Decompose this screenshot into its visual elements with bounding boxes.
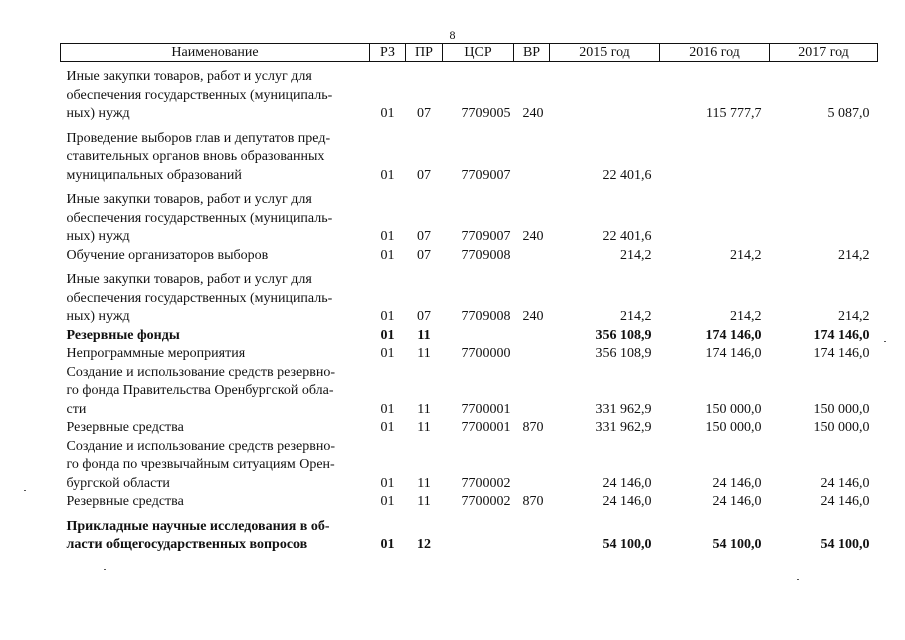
row-2017: 214,2 [838, 247, 870, 263]
row-2017: 150 000,0 [813, 420, 870, 435]
table-row [61, 512, 878, 555]
row-rz: 01 [380, 309, 395, 324]
row-pr: 07 [417, 229, 431, 244]
row-2017: 174 146,0 [813, 327, 870, 343]
row-2016: 150 000,0 [705, 420, 762, 435]
row-2015: 331 962,9 [595, 401, 652, 417]
row-2017 [770, 185, 878, 247]
table-row [61, 419, 878, 438]
row-rz: 01 [380, 229, 395, 244]
row-2015: 214,2 [620, 309, 652, 324]
header-csr: ЦСР [443, 44, 514, 62]
table-row [61, 327, 878, 346]
row-vr: 870 [522, 494, 544, 509]
row-vr: 240 [522, 229, 544, 244]
row-csr: 7700001 [461, 420, 511, 435]
row-pr: 07 [417, 106, 431, 121]
row-vr: 240 [522, 106, 544, 121]
row-pr: 07 [417, 247, 431, 263]
row-name: Проведение выборов глав и депутатов пред- ставительных органов вновь образованных муниципальных образований [66, 130, 331, 183]
row-vr [514, 327, 550, 346]
row-2015: 331 962,9 [595, 420, 652, 435]
header-name: Наименование [61, 44, 370, 62]
row-2015: 54 100,0 [602, 537, 652, 552]
row-vr [514, 345, 550, 364]
row-pr: 11 [417, 475, 431, 491]
row-csr: 7709007 [461, 229, 511, 244]
table-row [61, 185, 878, 247]
row-2015: 22 401,6 [602, 229, 652, 244]
row-2016: 174 146,0 [705, 327, 762, 343]
table-row [61, 438, 878, 494]
row-csr [443, 512, 514, 555]
row-csr: 7709008 [461, 309, 511, 324]
header-2016: 2016 год [660, 44, 770, 62]
row-2017: 54 100,0 [820, 537, 870, 552]
table-row [61, 345, 878, 364]
row-2015: 356 108,9 [595, 327, 652, 343]
row-pr: 07 [417, 167, 431, 183]
table-row [61, 493, 878, 512]
row-2015: 24 146,0 [602, 475, 652, 491]
row-2016: 24 146,0 [712, 494, 762, 509]
row-name: Прикладные научные исследования в об- ласти общегосударственных вопросов [66, 518, 330, 552]
table-row [61, 124, 878, 186]
row-rz: 01 [380, 420, 395, 435]
row-rz: 01 [380, 106, 395, 121]
row-2016: 214,2 [730, 309, 762, 324]
scan-speck [24, 490, 26, 491]
scan-speck [797, 579, 799, 580]
row-2016 [660, 124, 770, 186]
row-rz: 01 [380, 167, 395, 183]
row-name: Непрограммные мероприятия [66, 346, 246, 361]
row-name: Иные закупки товаров, работ и услуг для обеспечения государственных (муниципаль- ных) нужд [66, 192, 333, 244]
row-vr [514, 124, 550, 186]
row-2015: 214,2 [620, 247, 652, 263]
row-2015 [550, 62, 660, 124]
row-rz: 01 [380, 475, 395, 491]
row-pr: 11 [417, 494, 431, 509]
row-pr: 11 [417, 327, 431, 343]
row-2017: 5 087,0 [827, 106, 870, 121]
row-rz: 01 [380, 494, 395, 509]
row-2015: 356 108,9 [595, 346, 652, 361]
row-2016: 24 146,0 [712, 475, 762, 491]
scan-speck [104, 569, 106, 570]
row-csr: 7709007 [461, 167, 511, 183]
row-pr: 11 [417, 401, 431, 417]
scan-speck [884, 341, 886, 342]
row-2016: 174 146,0 [705, 346, 762, 361]
row-csr: 7700001 [461, 401, 511, 417]
row-rz: 01 [380, 537, 395, 552]
row-name: Резервные средства [66, 420, 184, 435]
row-csr: 7700002 [461, 494, 511, 509]
table-row [61, 265, 878, 327]
row-pr: 12 [417, 537, 431, 552]
row-pr: 07 [417, 309, 431, 324]
table-row [61, 247, 878, 266]
row-vr [514, 364, 550, 420]
row-pr: 11 [417, 346, 431, 361]
row-csr: 7709008 [461, 247, 511, 263]
row-csr: 7700000 [461, 346, 511, 361]
row-2016: 150 000,0 [705, 401, 762, 417]
row-rz: 01 [380, 247, 395, 263]
row-2015: 24 146,0 [602, 494, 652, 509]
row-2015: 22 401,6 [602, 167, 652, 183]
header-row [61, 44, 878, 62]
budget-table [60, 43, 878, 555]
row-name: Резервные средства [66, 494, 184, 509]
row-2017: 24 146,0 [820, 475, 870, 491]
row-vr: 870 [522, 420, 544, 435]
row-rz: 01 [380, 346, 395, 361]
row-2017: 150 000,0 [813, 401, 870, 417]
table-row [61, 364, 878, 420]
header-2017: 2017 год [770, 44, 878, 62]
row-name: Создание и использование средств резервно- го фонда Правительства Оренбургской обла- сти [66, 364, 336, 417]
row-vr [514, 512, 550, 555]
row-pr: 11 [417, 420, 431, 435]
row-vr: 240 [522, 309, 544, 324]
table-row [61, 62, 878, 124]
header-pr: ПР [406, 44, 443, 62]
row-rz: 01 [380, 401, 395, 417]
page-number: 8 [449, 28, 456, 42]
row-name: Обучение организаторов выборов [66, 247, 269, 263]
row-2017: 214,2 [838, 309, 870, 324]
row-name: Иные закупки товаров, работ и услуг для обеспечения государственных (муниципаль- ных) нужд [66, 69, 333, 121]
row-name: Резервные фонды [66, 327, 180, 343]
row-2017: 24 146,0 [820, 494, 870, 509]
table-header [61, 44, 878, 62]
row-csr: 7709005 [461, 106, 511, 121]
table-body [61, 62, 878, 555]
row-2017: 174 146,0 [813, 346, 870, 361]
row-2016: 214,2 [730, 247, 762, 263]
row-name: Иные закупки товаров, работ и услуг для обеспечения государственных (муниципаль- ных) нужд [66, 272, 333, 324]
row-2016: 54 100,0 [712, 537, 762, 552]
row-2016 [660, 185, 770, 247]
header-rz: РЗ [370, 44, 406, 62]
row-rz: 01 [380, 327, 395, 343]
row-vr [514, 438, 550, 494]
row-name: Создание и использование средств резервно- го фонда по чрезвычайным ситуациям Орен- бургской области [66, 438, 336, 491]
row-csr [443, 327, 514, 346]
header-vr: ВР [514, 44, 550, 62]
row-vr [514, 247, 550, 266]
header-2015: 2015 год [550, 44, 660, 62]
row-csr: 7700002 [461, 475, 511, 491]
row-2017 [770, 124, 878, 186]
row-2016: 115 777,7 [706, 106, 762, 121]
